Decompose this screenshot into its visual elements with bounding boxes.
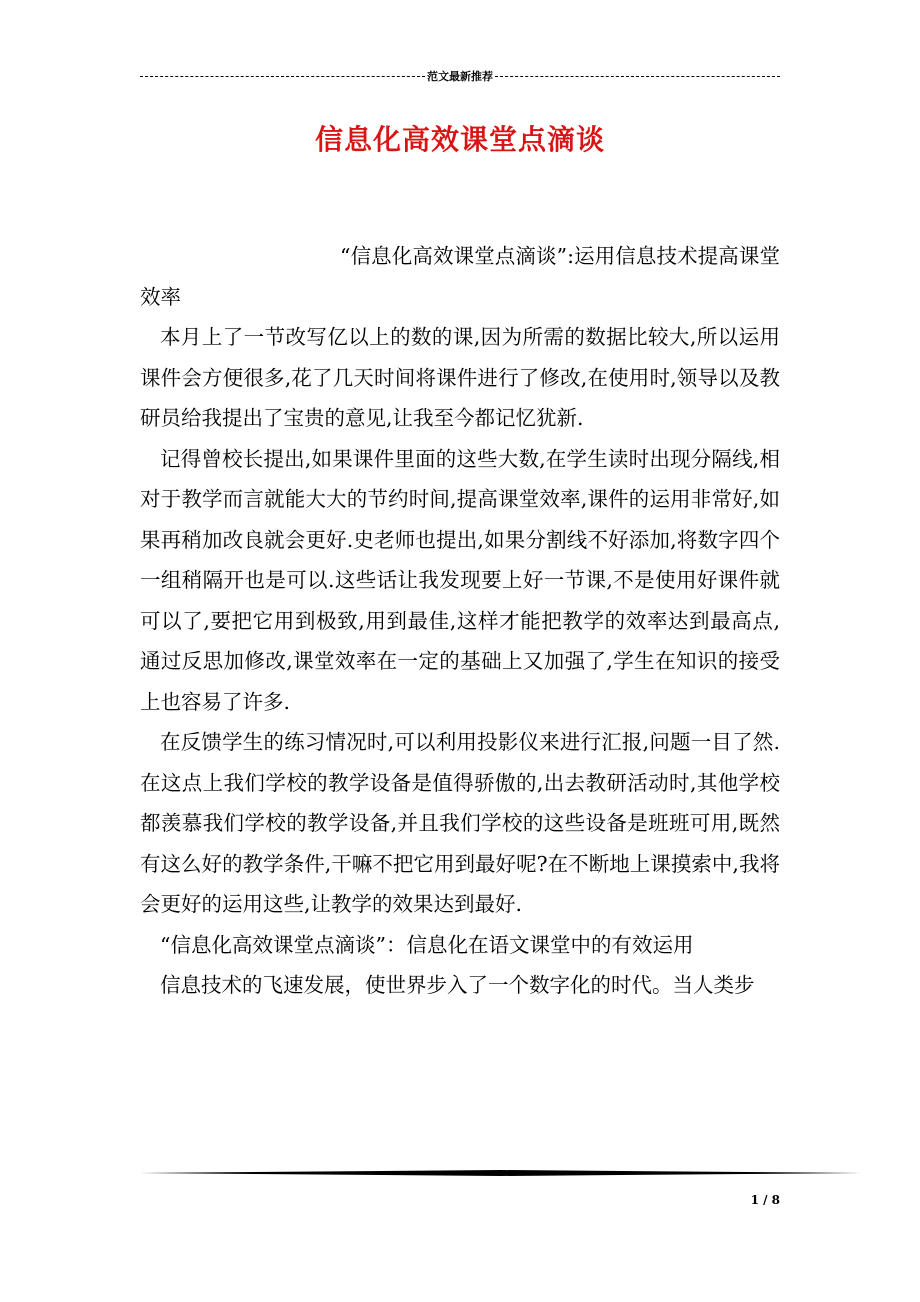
header-dashes-right (495, 76, 780, 77)
footer-rule (140, 1170, 862, 1176)
page-header (140, 66, 780, 86)
body-paragraph: 信息技术的飞速发展，使世界步入了一个数字化的时代。当人类步 (160, 973, 755, 997)
subheading-paragraph: “信息化高效课堂点滴谈”：信息化在语文课堂中的有效运用 (160, 932, 694, 957)
body-paragraph: 记得曾校长提出,如果课件里面的这些大数,在学生读时出现分隔线,相对于教学而言就能大大的节约时间,提高课堂效率,课件的运用非常好,如果再稍加改良就会更好.史老师也提出,如果分割线不好添加,将数字四个一组稍隔开也是可以.这些话让我发现要上好一节课,不是使用好课件就可以了,要把它用到极致,用到最佳,这样才能把教学的效率达到最高点,通过反思加修改,课堂效率在一定的基础上又加强了,学生在知识的接受上也容易了许多. (140, 446, 780, 714)
body-paragraph: 本月上了一节改写亿以上的数的课,因为所需的数据比较大,所以运用课件会方便很多,花了几天时间将课件进行了修改,在使用时,领导以及教研员给我提出了宝贵的意见,让我至今都记忆犹新. (140, 325, 780, 430)
document-body (140, 236, 780, 1006)
subheading-paragraph: “信息化高效课堂点滴谈”:运用信息技术提高课堂效率 (140, 244, 780, 309)
body-paragraph: 在反馈学生的练习情况时,可以利用投影仪来进行汇报,问题一目了然.在这点上我们学校的教学设备是值得骄傲的,出去教研活动时,其他学校都羡慕我们学校的教学设备,并且我们学校的这些设备是班班可用,既然有这么好的教学条件,干嘛不把它用到最好呢?在不断地上课摸索中,我将会更好的运用这些,让教学的效果达到最好. (140, 730, 780, 916)
page-number: 1 / 8 (750, 1193, 780, 1207)
header-dashes-left (140, 76, 425, 77)
header-label: 范文最新推荐 (427, 70, 493, 83)
document-title: 信息化高效课堂点滴谈 (314, 123, 605, 156)
